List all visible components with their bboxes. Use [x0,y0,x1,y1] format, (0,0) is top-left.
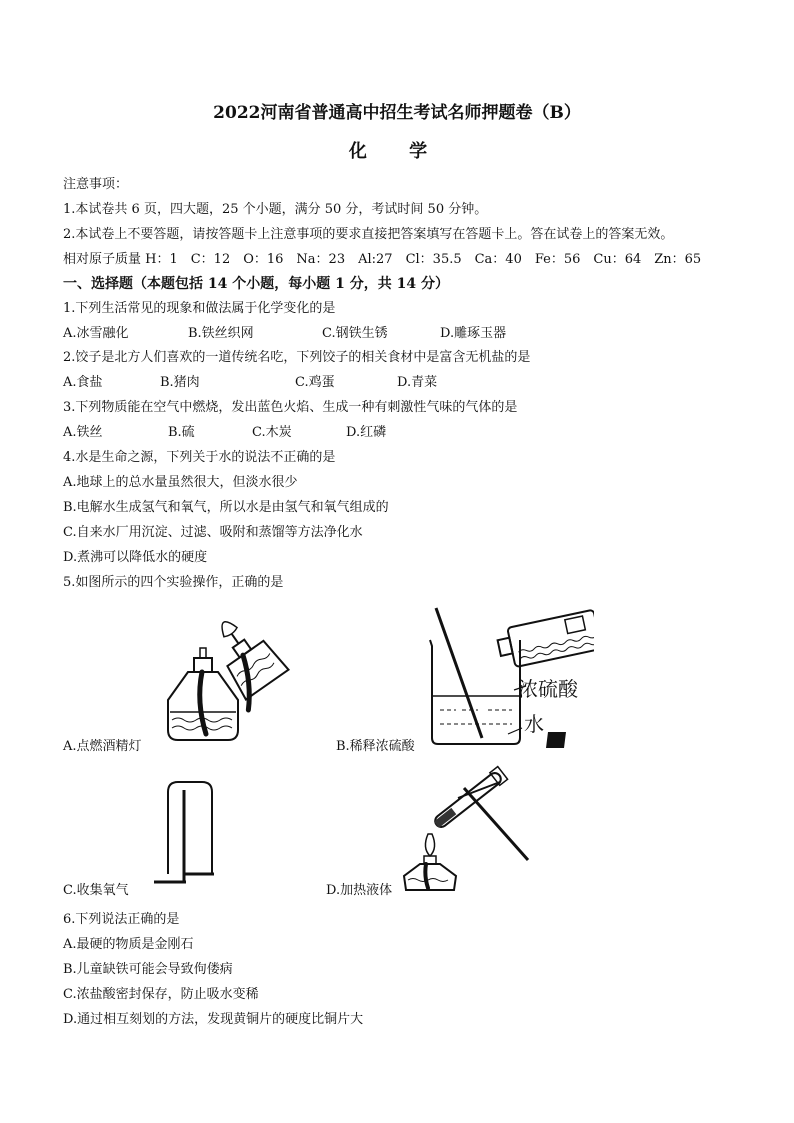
exam-title: 2022河南省普通高中招生考试名师押题卷（B） [213,103,581,123]
question-4-option-a: A.地球上的总水量虽然很大，但淡水很少 [63,475,298,490]
question-4-option-d: D.煮沸可以降低水的硬度 [63,550,208,565]
question-3-option-b: B.硫 [168,425,195,440]
question-1-stem: 1.下列生活常见的现象和做法属于化学变化的是 [63,301,336,316]
question-3-option-d: D.红磷 [346,425,387,440]
question-6-option-d: D.通过相互刻划的方法，发现黄铜片的硬度比铜片大 [63,1012,364,1027]
figure-b-dilute-acid [418,600,594,752]
question-5-option-a: A.点燃酒精灯 [63,739,142,754]
question-3-stem: 3.下列物质能在空气中燃烧，发出蓝色火焰、生成一种有刺激性气味的气体的是 [63,400,518,415]
question-1-option-a: A.冰雪融化 [63,326,129,341]
question-4-option-c: C.自来水厂用沉淀、过滤、吸附和蒸馏等方法净化水 [63,525,363,540]
question-2-stem: 2.饺子是北方人们喜欢的一道传统名吃，下列饺子的相关食材中是富含无机盐的是 [63,350,531,365]
notice-heading: 注意事项： [63,177,129,192]
question-6-option-c: C.浓盐酸密封保存，防止吸水变稀 [63,987,259,1002]
question-1-option-b: B.铁丝织网 [188,326,254,341]
question-1-option-d: D.雕琢玉器 [440,326,507,341]
figure-c-collect-oxygen [150,778,240,890]
notice-item-2: 2.本试卷上不要答题，请按答题卡上注意事项的要求直接把答案填写在答题卡上。答在试卷上的答案无效。 [63,227,674,242]
question-2-option-a: A.食盐 [63,375,103,390]
atomic-masses: 相对原子质量 H：1 C：12 O：16 Na：23 Al:27 Cl：35.5 Ca：40 Fe：56 Cu：64 Zn：65 [63,252,702,267]
question-3-option-a: A.铁丝 [63,425,103,440]
question-2-option-d: D.青菜 [397,375,438,390]
question-2-option-c: C.鸡蛋 [295,375,335,390]
figure-a-lamp-from-lamp [158,612,298,744]
question-6-option-b: B.儿童缺铁可能会导致佝偻病 [63,962,233,977]
subject-title: 化 学 [348,141,446,162]
question-4-option-b: B.电解水生成氢气和氧气，所以水是由氢气和氧气组成的 [63,500,389,515]
question-6-option-a: A.最硬的物质是金刚石 [63,937,194,952]
figure-b-acid-label: 浓硫酸 [518,677,578,701]
question-4-stem: 4.水是生命之源，下列关于水的说法不正确的是 [63,450,336,465]
notice-item-1: 1.本试卷共 6 页，四大题，25 个小题，满分 50 分，考试时间 50 分钟。 [63,202,488,217]
question-5-option-b: B.稀释浓硫酸 [336,739,415,754]
question-1-option-c: C.钢铁生锈 [322,326,388,341]
section-heading: 一、选择题（本题包括 14 个小题，每小题 1 分，共 14 分） [63,276,449,292]
question-2-option-b: B.猪肉 [160,375,200,390]
question-5-option-c: C.收集氧气 [63,883,129,898]
question-3-option-c: C.木炭 [252,425,292,440]
question-5-stem: 5.如图所示的四个实验操作，正确的是 [63,575,284,590]
question-6-stem: 6.下列说法正确的是 [63,912,180,927]
figure-d-heat-liquid [396,764,542,896]
question-5-option-d: D.加热液体 [326,883,393,898]
figure-b-water-label: 水 [524,712,544,736]
